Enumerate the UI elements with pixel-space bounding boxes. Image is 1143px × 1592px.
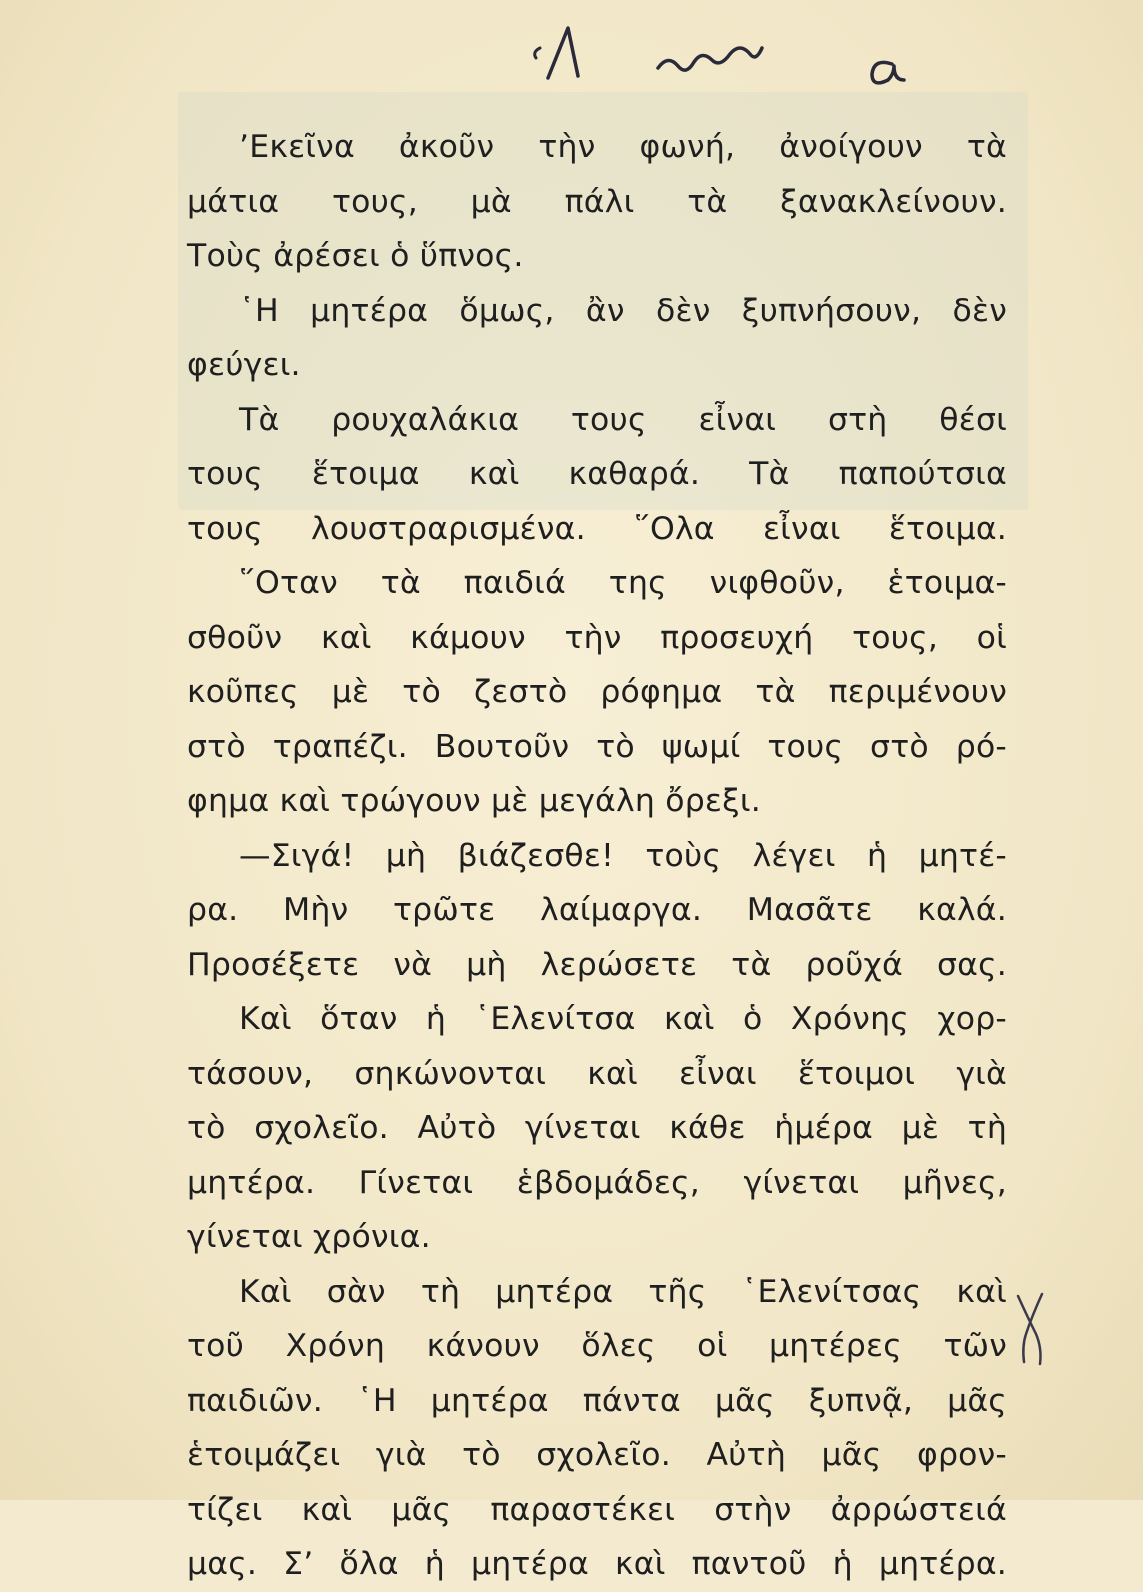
text-line: Καὶ σὰν τὴ μητέρα τῆς ῾Ελενίτσας καὶ — [239, 1273, 1007, 1310]
text-line: τὸ σχολεῖο. Αὐτὸ γίνεται κάθε ἡμέρα μὲ τὴ — [187, 1110, 1007, 1146]
text-line: μας. Σ’ ὅλα ἡ μητέρα καὶ παντοῦ ἡ μητέρα. — [187, 1546, 1007, 1582]
text-line: ἑτοιμάζει γιὰ τὸ σχολεῖο. Αὐτὴ μᾶς φρον- — [187, 1437, 1007, 1473]
text-line: σθοῦν καὶ κάμουν τὴν προσευχή τους, οἱ — [187, 619, 1007, 656]
text-line: φεύγει. — [187, 347, 301, 383]
text-line: φημα καὶ τρώγουν μὲ μεγάλη ὄρεξι. — [187, 783, 761, 819]
body-text — [187, 120, 1007, 1592]
text-line: ῾Η μητέρα ὅμως, ἂν δὲν ξυπνήσουν, δὲν — [239, 292, 1007, 329]
text-line: Προσέξετε νὰ μὴ λερώσετε τὰ ροῦχά σας. — [187, 946, 1007, 983]
text-line: μητέρα. Γίνεται ἑβδομάδες, γίνεται μῆνες, — [187, 1164, 1007, 1201]
text-line: τους ἕτοιμα καὶ καθαρά. Τὰ παπούτσια — [187, 456, 1007, 492]
text-line: Τὰ ρουχαλάκια τους εἶναι στὴ θέσι — [239, 401, 1007, 438]
text-line: Τοὺς ἀρέσει ὁ ὕπνος. — [187, 238, 524, 274]
text-line: —Σιγά! μὴ βιάζεσθε! τοὺς λέγει ἡ μητέ- — [239, 837, 1007, 874]
text-line: ’Εκεῖνα ἀκοῦν τὴν φωνή, ἀνοίγουν τὰ — [239, 129, 1007, 165]
pen-mark-icon — [1012, 1290, 1052, 1370]
text-line: ῞Οταν τὰ παιδιά της νιφθοῦν, ἑτοιμα- — [239, 565, 1007, 601]
text-line: τους λουστραρισμένα. ῞Ολα εἶναι ἕτοιμα. — [187, 510, 1007, 547]
text-line: στὸ τραπέζι. Βουτοῦν τὸ ψωμί τους στὸ ρό- — [187, 728, 1007, 765]
text-line: ρα. Μὴν τρῶτε λαίμαργα. Μασᾶτε καλά. — [187, 892, 1007, 928]
text-line: Καὶ ὅταν ἡ ῾Ελενίτσα καὶ ὁ Χρόνης χορ- — [239, 1001, 1007, 1037]
text-line: τοῦ Χρόνη κάνουν ὅλες οἱ μητέρες τῶν — [187, 1328, 1007, 1364]
text-line: μάτια τους, μὰ πάλι τὰ ξανακλείνουν. — [187, 183, 1007, 220]
text-line: γίνεται χρόνια. — [187, 1219, 431, 1255]
text-line: τάσουν, σηκώνονται καὶ εἶναι ἕτοιμοι γιὰ — [187, 1055, 1007, 1092]
text-line: κοῦπες μὲ τὸ ζεστὸ ρόφημα τὰ περιμένουν — [187, 674, 1007, 710]
handwritten-name-signature — [520, 20, 940, 100]
text-line: παιδιῶν. ῾Η μητέρα πάντα μᾶς ξυπνᾷ, μᾶς — [187, 1382, 1007, 1419]
text-line: τίζει καὶ μᾶς παραστέκει στὴν ἀρρώστειά — [187, 1491, 1007, 1528]
